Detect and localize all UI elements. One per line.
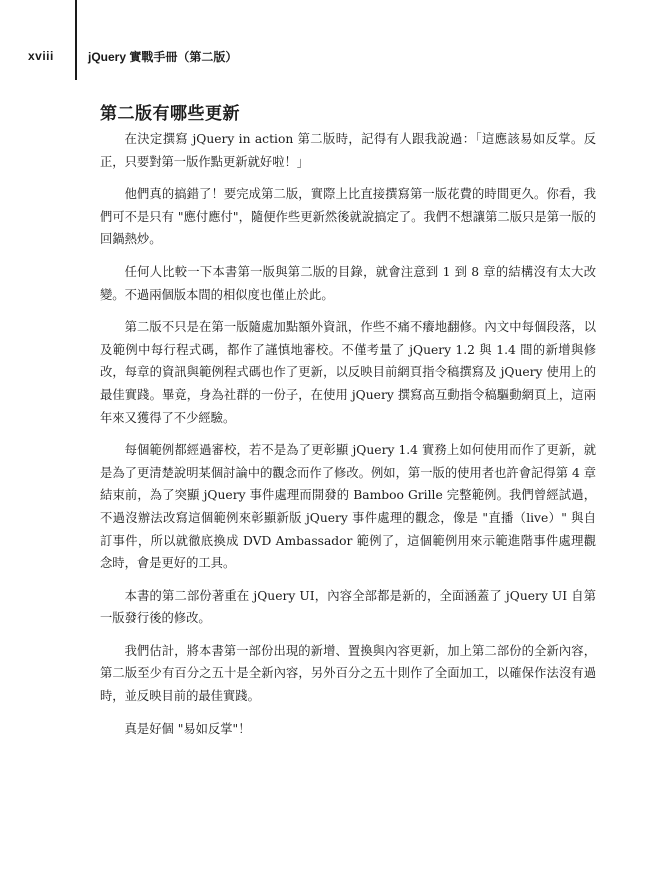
section-heading: 第二版有哪些更新 (100, 104, 240, 124)
body-text (100, 128, 596, 750)
paragraph: 任何人比較一下本書第一版與第二版的目錄，就會注意到 1 到 8 章的結構沒有太大改變。不過兩個版本間的相似度也僅止於此。 (100, 264, 596, 302)
page-number: xviii (28, 49, 54, 63)
paragraph: 在決定撰寫 jQuery in action 第二版時，記得有人跟我說過：「這應該易如反掌。反正，只要對第一版作點更新就好啦！」 (100, 132, 596, 169)
paragraph: 我們估計，將本書第一部份出現的新增、置換與內容更新，加上第二部份的全新內容，第二版至少有百分之五十是全新內容，另外百分之五十則作了全面加工，以確保作法沒有過時，並反映目前的最佳實踐。 (100, 643, 596, 704)
running-title: jQuery 實戰手冊（第二版） (88, 50, 238, 64)
paragraph: 他們真的搞錯了！要完成第二版，實際上比直接撰寫第一版花費的時間更久。你看，我們可不是只有 "應付應付"，隨便作些更新然後就說搞定了。我們不想讓第二版只是第一版的回鍋熱炒。 (100, 187, 596, 247)
paragraph: 本書的第二部份著重在 jQuery UI，內容全部都是新的，全面涵蓋了 jQuery UI 自第一版發行後的修改。 (100, 588, 596, 626)
paragraph: 第二版不只是在第一版隨處加點額外資訊，作些不痛不癢地翻修。內文中每個段落，以及範例中每行程式碼，都作了謹慎地審校。不僅考量了 jQuery 1.2 與 1.4 間的新增與修改，每章的資訊與範例程式碼也作了更新，以反映目前網頁指令稿撰寫及 jQuery 使用上的最佳實踐。畢竟，身為社群的一份子，在使用 jQuery 撰寫高互動指令稿驅動網頁上，這兩年來又獲得了不少經驗。 (100, 320, 596, 425)
paragraph: 真是好個 "易如反掌"！ (124, 721, 251, 736)
header-vertical-rule (75, 0, 77, 80)
paragraph: 每個範例都經過審校，若不是為了更彰顯 jQuery 1.4 實務上如何使用而作了更新，就是為了更清楚說明某個討論中的觀念而作了修改。例如，第一版的使用者也許會記得第 4 章結束前，為了突顯 jQuery 事件處理而開發的 Bamboo Grille 完整範例。我們曾經試過，不過沒辦法改寫這個範例來彰顯新版 jQuery 事件處理的觀念，像是 "直播（live）" 與自訂事件，所以就徹底換成 DVD Ambassador 範例了，這個範例用來示範進階事件處理觀念時，會是更好的工具。 (100, 443, 596, 571)
